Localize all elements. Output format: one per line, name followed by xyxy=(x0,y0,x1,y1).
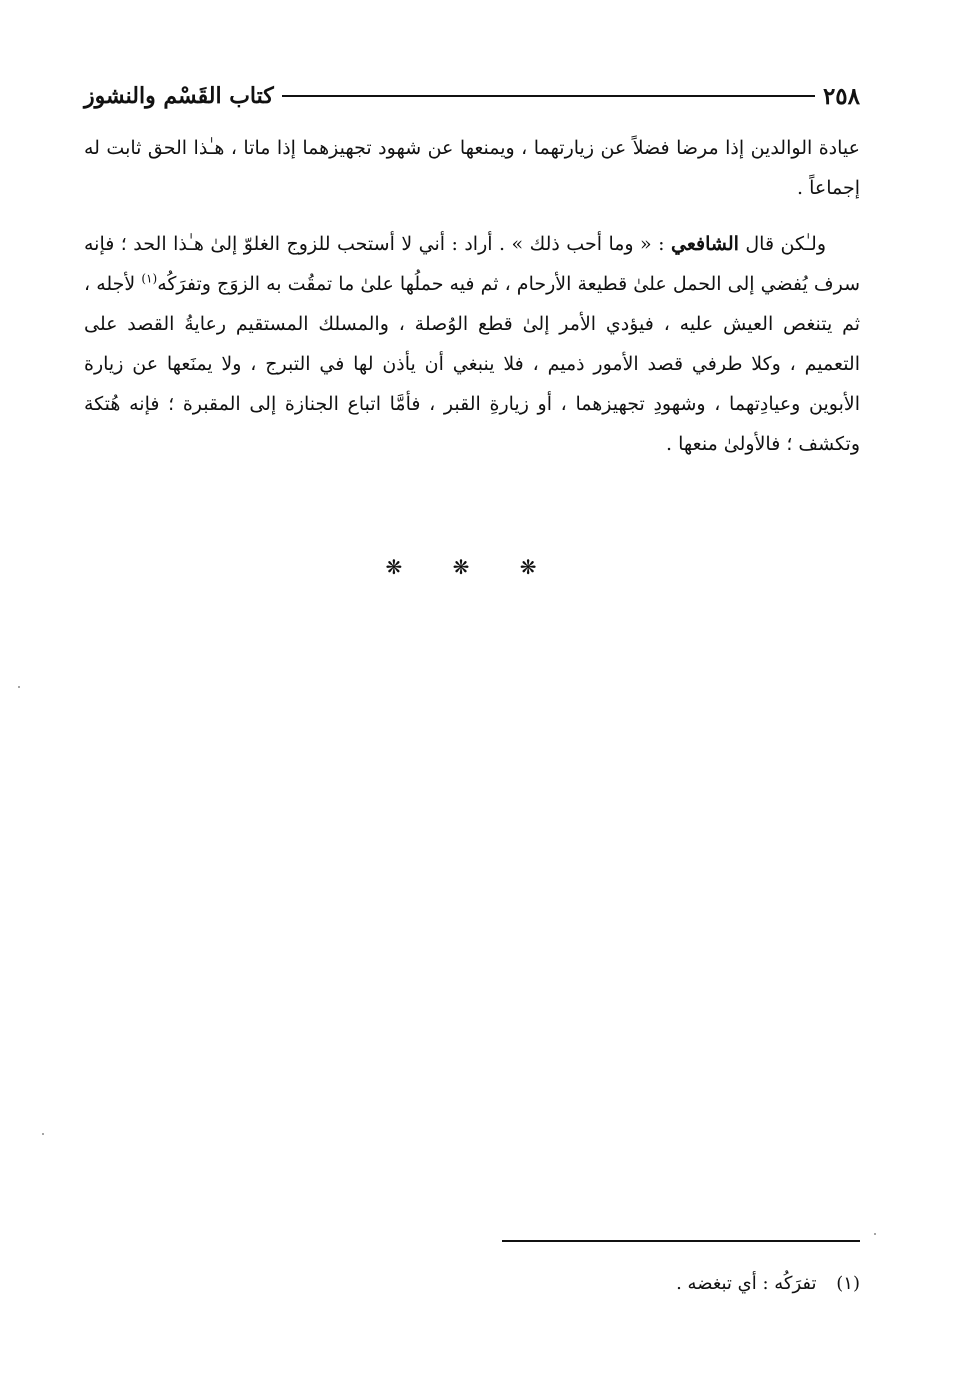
header-rule xyxy=(282,95,815,97)
book-title: كتاب القَسْم والنشوز xyxy=(84,83,274,109)
footnote-text: تفرَكُه : أي تبغضه . xyxy=(676,1273,817,1294)
scan-speck xyxy=(42,1133,44,1135)
scholar-name: الشافعي xyxy=(671,233,739,255)
star-ornament: ❋ xyxy=(519,555,559,579)
footnote-number: (١) xyxy=(836,1273,860,1294)
paragraph-text: لأجله ، ثم يتنغص العيش عليه ، فيؤدي الأمر إلىٰ قطع الوُصلة ، والمسلك المستقيم رعايةُ القصد على التعميم ، وكلا طرفي قصد الأمور ذميم ، فلا ينبغي أن يأذن لها في التبرج ، ولا يمنَعها عن زيارة الأبوين وعيادِتهما ، وشهودِ تجهيزهما ، أو زيارةِ القبر ، فأمَّا اتباع الجنازة إلى المقبرة ؛ فإنه هُتكة وتكشف ؛ فالأولىٰ منعها . xyxy=(84,273,860,455)
page-header xyxy=(84,76,860,116)
paragraph: عيادة الوالدين إذا مرضا فضلاً عن زيارتهما ، ويمنعها عن شهود تجهيزهما إذا ماتا ، هـٰذا الحق ثابت له إجماعاً . xyxy=(84,137,860,199)
star-ornament: ❋ xyxy=(385,555,425,579)
footnote-rule xyxy=(502,1240,860,1242)
paragraph-text: : « وما أحب ذلك » . أراد : أني لا أستحب للزوج الغلوّ إلىٰ هـٰذا الحد ؛ فإنه سرف يُفضي إلى الحمل علىٰ قطيعة الأرحام ، ثم فيه حملُها علىٰ ما تمقُت به الزوَج وتفرَكُه xyxy=(84,233,860,295)
scan-speck xyxy=(874,1233,876,1235)
page-number: ٢٥٨ xyxy=(822,82,860,110)
paragraph-text: ولـٰكن قال xyxy=(745,233,826,255)
paragraph xyxy=(84,224,860,464)
section-separator xyxy=(84,555,860,579)
scan-speck xyxy=(18,686,20,688)
main-text xyxy=(84,128,860,464)
star-ornament: ❋ xyxy=(452,555,492,579)
footnote-marker[interactable]: (١) xyxy=(141,271,158,286)
footnote xyxy=(84,1266,860,1302)
